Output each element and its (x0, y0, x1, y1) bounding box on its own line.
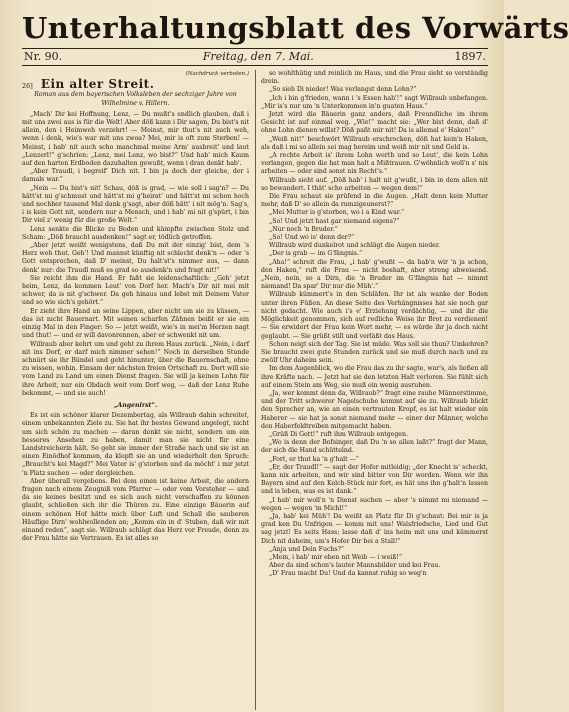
paragraph: „Ich i bin g'frieden, wann i 's Essen hab'!“ sagt Willraub unbefangen. „Mir is's nur um 'n Unterkommen in'n guaten Haus.“ (261, 94, 488, 110)
paragraph: Schon neigt sich der Tag. Sie ist müde. Was soll sie thun? Umkehren? Sie braucht zwei gute Stunden zurück und sie muß durch nach und zu zwölf Uhr daheim sein. (261, 340, 489, 365)
paragraph: „So! Und wo is' denn der?“ (269, 234, 355, 242)
masthead-title: Unterhaltungsblatt des Vorwärts (22, 11, 569, 45)
paragraph: Er zieht ihre Hand an seine Lippen, aber nicht um sie zu küssen, — das ist nicht Bauernart. Mit seinen scharfen Zähnen beißt er sie ein einzig Mal in den Finger: So — jetzt weißt, wie's in mei'm Herzen nagt und thut! — und er will davonrennen, aber er schwenkt nit um. (22, 307, 249, 340)
story-body-part-2 (22, 412, 249, 543)
story-title: Ein alter Streit. (40, 77, 155, 92)
paragraph: Aber überall vergebens. Bei dem einen ist keine Arbeit, die andern fragen nach einem Zeugniß vom Pfarrer — oder vom Vorsteher — und da sie keines besitzt und es sich auch nicht verschaffen zu können glaubt, schließen sich ihr die Thüren zu. Eine einzige Bäuerin auf einem schönen Hof hätte mich über Luft und Schall die sauberen Häuflige Dirn' wohlwollenden an; „Komm ein in d' Stuben, daß wir mit einand reden“, sagt sie. Willraub schlägt das Herz vor Freude, denn zu der Frau hätte sie Vertrauen. Es ist alles so (22, 477, 249, 543)
paragraph: „Er, der Traudl!“ — sagt der Hofer mitleidig; „der Knecht is' scheckt, kann nix arbeiten, und wir sind bitter von Dir worden. Wenn wir ihn Bayern sind auf den Kelch-Stück mir fort, es hät uns ihn g'halt'n lassen und is leben, was es ist dank.“ (261, 463, 488, 496)
issue-year: 1897. (454, 50, 486, 63)
paragraph: Willraub sieht auf. „Döß hab' i halt nit g'wußt, i bin in dem allen nit so bewandert. I thät' scho arbeiten — wegen dem!“ (261, 176, 488, 192)
story-body-part-1 (22, 111, 249, 398)
paragraph: „Nur noch 'n Bruder.“ (269, 225, 338, 233)
column-divider (255, 70, 256, 710)
paragraph: „Nein — Du bist's nit! Schau, döß is grad, — wie soll i sag'n? — Du hätt'st mi g'schmust und hätt'st mi g'heirat' und hätt'st mi schon hoch und nochher tausend Mal dank g'sagt, aber döß hätt' i nit mög'n. Sag's, i is kein Gott nit, sondern nur a Mensch, und i hab' mi nit g'spürt, i bin Dir viel z' wenig für die große Welt.“ (22, 184, 249, 225)
paragraph: Lenz senkte die Blicke zu Boden und kämpfte zwischen Stolz und Scham: „Döß braucht ausdenken!“ sagt er, tödlich getroffen. (22, 225, 249, 241)
issue-meta-bar (22, 48, 488, 66)
paragraph: Aber da sind schon's lauter Mannsbilder und kei Frau. (269, 562, 441, 570)
paragraph: „Grüß Di Gott!“ ruft ihm Willraub entgegen. (269, 430, 408, 438)
paragraph: Willraub aber kehrt um und geht zu ihrem Haus zurück. „Nein, i darf nit ins Dorf, er darf mich nimmer sehen!“ Noch in derselben Stunde schnürt sie ihr Bündel und geht hinunter, über die Bauernschaft, ohne zu wissen, wohin. Einsam der nächsten freien Ortschaft zu. Dort will sie vom Land zu Land um einen Dienst fragen. Sie will ja keinen Lohn für ihre Arbeit, nur ein Obdach weit vom Dorf weg, — daß der Lenz Ruhe bekommt, — und sie auch! (22, 340, 249, 397)
paragraph: Die Frau schaut sie prüfend in die Augen. „Halt denn kein Mutter mehr, daß D' so allein da rumzigeunerst?“ (261, 193, 488, 209)
paragraph: Jetzt wird die Bäuerin ganz anders, daß Freundliche im ihrem Gesicht ist auf einmal weg. „Wie!“ macht sie: „Wer bist denn, daß d' ohne Lohn dienen willst? Döß paßt mir nit! Da is allemal e' Haken!“ (261, 111, 488, 135)
paragraph: Willraub kümmert's in den Schläfen. Ihr ist als wanke der Boden unter ihren Füßen. An diese Seite des Verhängnisses hat sie noch gar nicht gedacht. Wie auch i's e' Erziehung verdächtig, — und ihr die Möglichkeit genommen, sich auf redliche Weise ihr Brot zu verdienen! — Sie erwidert der Frau kein Wort mehr, — es würde ihr ja doch nicht geglaubt. — Sie grüßt still und verläßt das Haus. (261, 291, 488, 340)
paragraph: „Der is grab — im G'fängnis.“ (269, 250, 363, 258)
paragraph: „Aber jetzt weißt wenigstens, daß Du mit der einzig' bist, dem 's Herz weh thut. Geh'! Und mannst künftig nit schlecht denk'n — oder 's Gott entsprechen, daß D' meinst, Du halt'st's nimmer aus, — dann denk' nur: die Traudl muß es grad so ausdenk'n und fragt nit!“ (22, 242, 249, 274)
paragraph: „Anja und Dein Fuchs?“ (269, 545, 345, 553)
paragraph: „Weiß nit!“ beschwört Willraub erschrocken, döß hat kein'n Haken, als daß i mi so allein sei mag hereim und weiß mir nit und Geld is. (261, 135, 488, 151)
paragraph: „Aber Traudl, i begreif' Dich nit. I bin ja doch der gleiche, der i damals war.“ (22, 168, 249, 184)
paragraph: „Mach' Dir kei Hoffnung, Lenz, — Du mußt's endlich glauben, daß i mit uns zwei aus is für die Welt! Aber döß kann i Dir sagen, Du bist's nit allein, den i Heimweh verzehrt! — Meinst, mir thut's nit auch weh, wenn i denk, wie's war mit uns zwoa? Mei, mir is oft zum Sterben! — Meinst, i hab' nit auch scho manchmal meine Arm' ausbreit' und laut „Lenzerl!“ g'schrien: „Lenz, mei Lenz, wo bist?“ Und hab' mich Kaum auf den harten Erdboden dazuhalten gewußt, wenn i dran denkt hab'. (22, 110, 249, 168)
paragraph: „So! Und jetzt hast gar niemand eigens?“ (269, 217, 400, 225)
left-column (22, 70, 249, 710)
paragraph: „A rechte Arbeit is' ihrem Lohn werth und so Leut', die kein Lohn verlangen, gegen die hat man halt a Mißtrauen. G'wöhnlich woll'n s' nix arbeiten — oder sind sonst nix Recht's.“ (261, 152, 488, 176)
story-subtitle: Roman aus dem bayerischen Volksleben der sechziger Jahre von Wilhelmine v. Hillern. (34, 91, 237, 107)
paragraph: „Aha!“ schreit die Frau, „i hab' g'wußt — da hab'n wir 'n ja schon, den Haken,“ ruft die Frau — nicht boshaft, aber streng abweisend. „Nein, nein, so a Dirn, die 'n Bruder im G'fängnis hat — nimmt niemand! Da spar' Dir nur die Müh'.“ (261, 258, 488, 291)
paragraph: „Mei Mutter is g'storben, wo i a Kind war.“ (269, 209, 405, 217)
paragraph: Es ist ein schöner klarer Dezembertag, als Willraub dahin schreitet, einem unbekannten Ziele zu. Sie hat ihr bestes Gewand angelegt, nicht um sich schön zu machen — daran denkt sie nicht, sondern um ein besseres Ansehen zu haben, damit man sie nicht für eine Landstreicherin hält. So geht sie immer der Straße nach und sie ist an einen Einödhof kommen, da klopft sie an und wiederholt den Spruch: „Braucht's kei Magd?“ Mei Vater is' g'storben und da möcht' i mir jetzt 'n Platz suchen — oder dergleichen. (22, 412, 249, 477)
story-header (22, 77, 249, 92)
paragraph: „So sieh Di nieder! Was verlangst denn Lohn?“ (269, 86, 417, 94)
paragraph: „Ja, wer kommt denn da, Willraub?“ fragt eine rauhe Männerstimme, und der Tritt schwerer Nagelschuhe kommt auf sie zu. Willraub blickt den Sprecher an, wie an einen vertrauten Kropf, es ist halt wieder ein Haberer — sie hat ja sonst niemand mehr — einer der Männer, welche den Haberfeldtreiben mitgemacht haben. (261, 389, 488, 430)
reprint-note: (Nachdruck verboten.) (185, 71, 249, 77)
paragraph: so wohlthätig und reinlich im Haus, und die Frau sieht so verständig drein. (261, 70, 488, 86)
paragraph: „Ja, hab' kei Müh'! Da weißt an Platz für Di g'schaut: Bei mir is ja grad ken Du Unfrigen — komm mit uns! Walsfriedsche, Lied und Gut sag jetzt! Es seits Hass; lasse daß d' ins heim mit uns und kümmerst Dich nit daheim, um's Hofer Dir bei a Stall!“ (261, 512, 488, 545)
paragraph: Willraub wird dunkelrot und schlägt die Augen nieder. (269, 242, 441, 250)
paragraph: „D' Frau macht Du! Und da kannst ruhig so weg'n (269, 570, 427, 578)
paragraph: „Fort, er thut ka 'n g'halt —“ (269, 455, 359, 463)
story-number: 26] (22, 82, 33, 91)
right-column (261, 70, 488, 710)
section-heading: „Angenirst“. (113, 401, 158, 409)
story-body-continued (261, 70, 488, 579)
article-columns (22, 70, 488, 710)
paragraph: „I hab' mir woll'n 'n Dienst suchen — aber 's nimmt mi niemand — wegen — wegen 'm Michl!“ (261, 496, 488, 512)
paragraph: „Mein, i hab' mir eben nit Weib — i weiß!“ (269, 553, 403, 561)
paragraph: Im dem Augenblick, wo die Frau das zu ihr sagte, war's, als ließen all ihre Kräfte nach. — Jetzt hat sie den letzten Halt verloren. Sie fühlt sich auf einem Stein am Weg, sie muß ein wenig ausruhen. (261, 365, 488, 389)
issue-number: Nr. 90. (24, 50, 63, 63)
issue-date: Freitag, den 7. Mai. (202, 50, 314, 63)
paragraph: „Wo is denn der Bofsinger, daß Du 'n so allen laßt?“ fragt der Mann, der sich die Hand schüttelnd. (261, 439, 488, 455)
paragraph: Sie reicht ihm die Hand. Er faßt sie leidenschaftlich: „Geh' jetzt heim, Lenz, da kommen Leut' von Dorf her. Mach's Dir nit mei mit schwer, da is nit g'schwer. Da geh hinaus und lebst mit Deinem Vater und so wie sich's gehört.“ (22, 274, 249, 307)
